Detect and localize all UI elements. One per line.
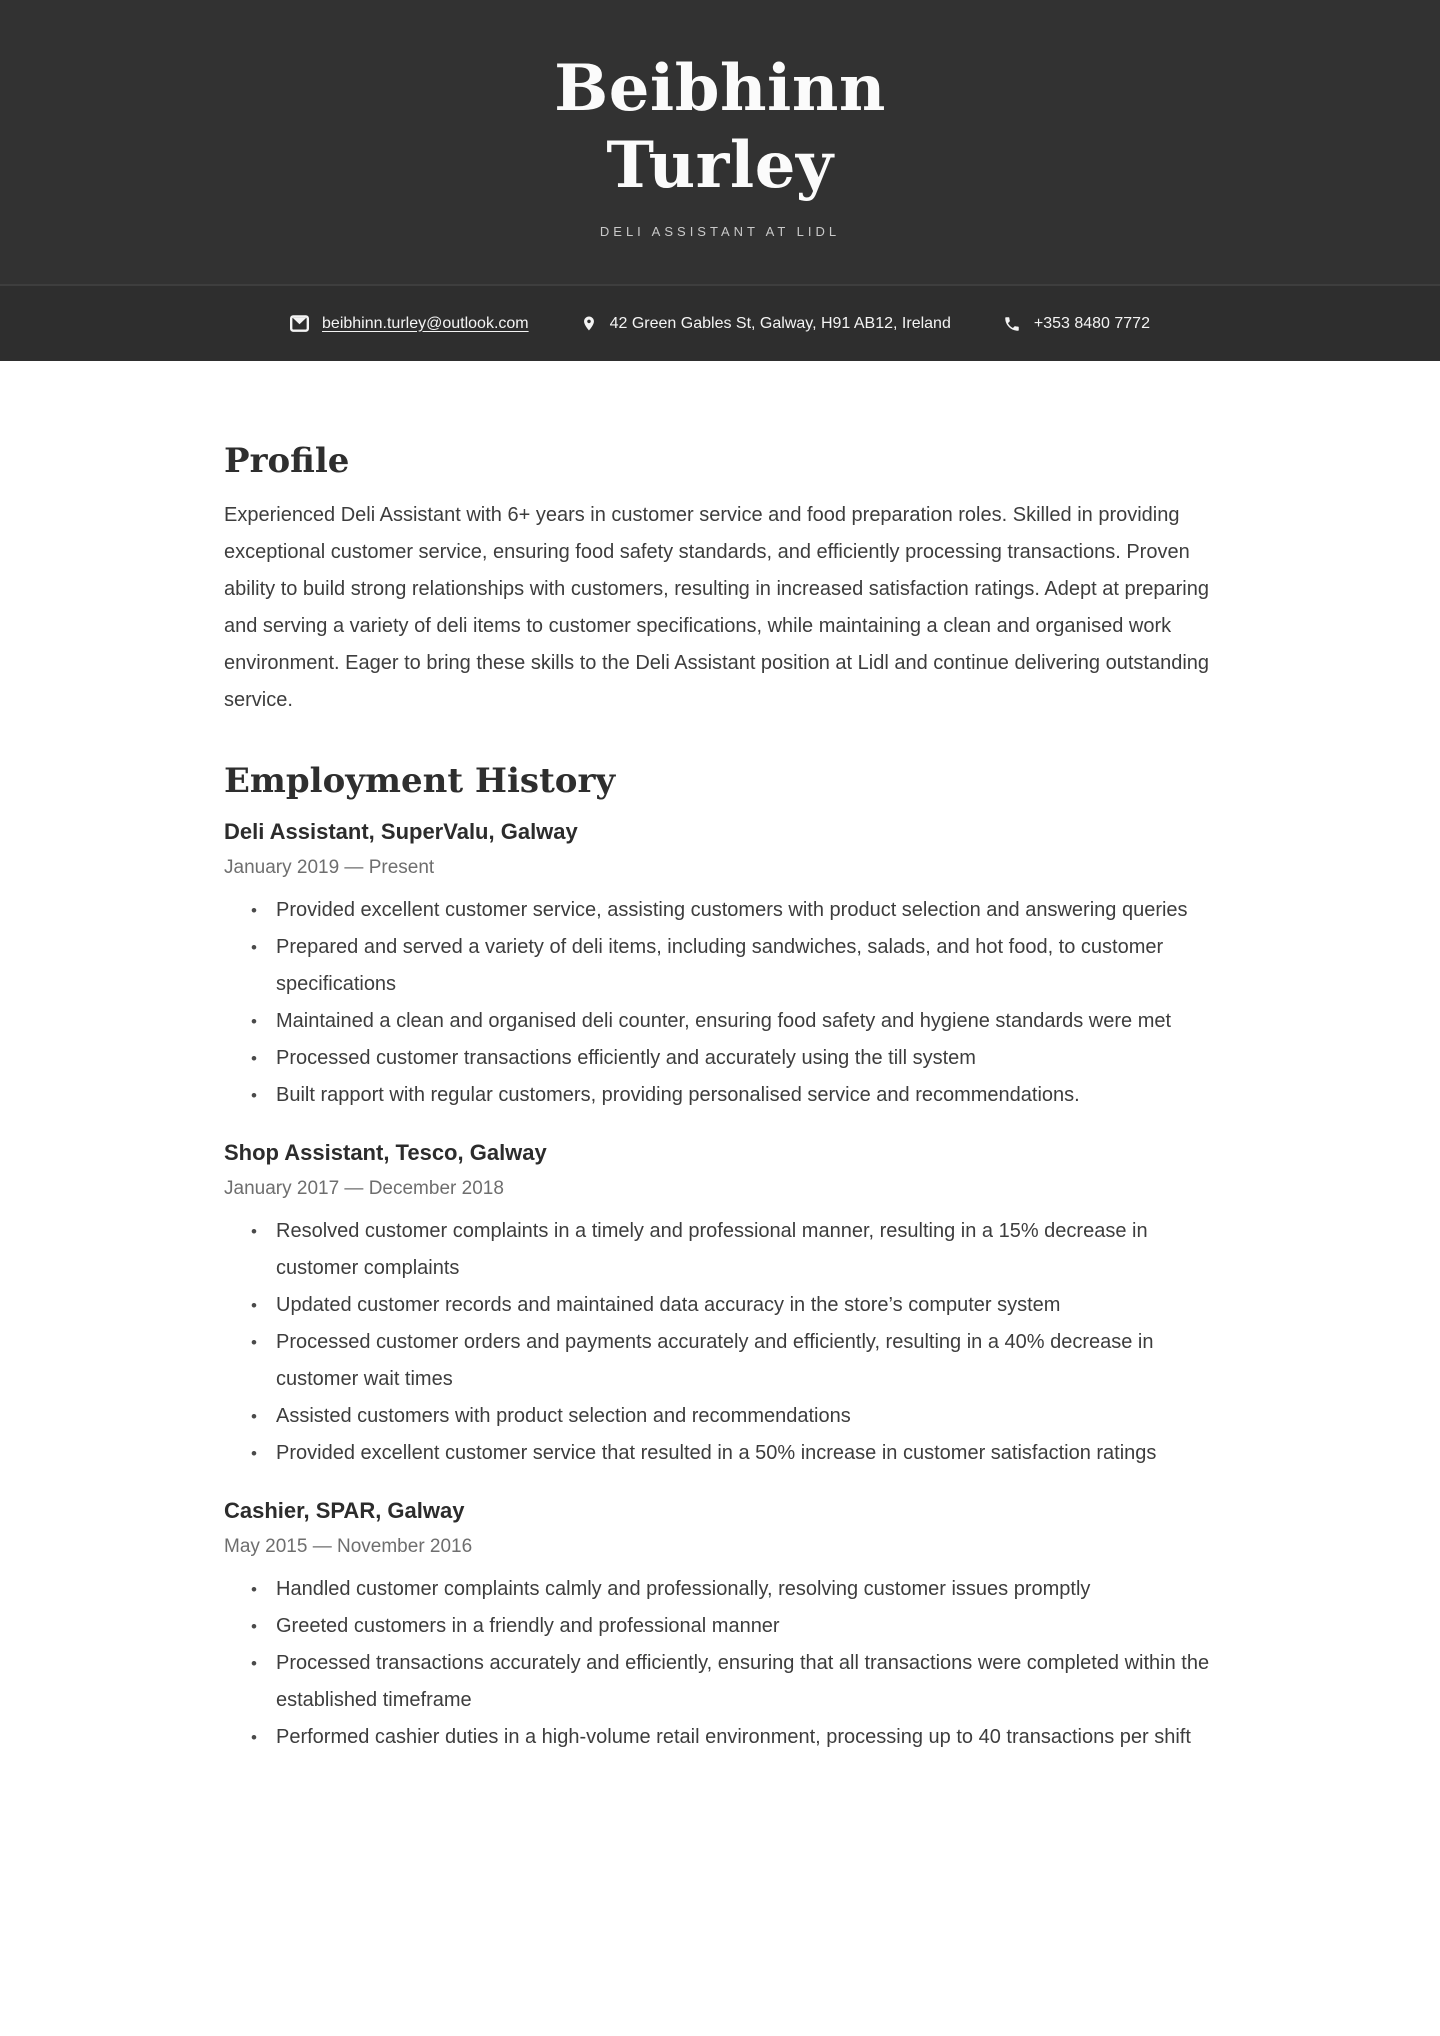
- job-title: Deli Assistant, SuperValu, Galway: [224, 819, 578, 844]
- contact-bar: [0, 286, 1440, 361]
- job-entry-spar: [224, 1496, 1216, 1756]
- job-bullet-list: [224, 892, 1216, 1114]
- job-bullet-list: [224, 1571, 1216, 1756]
- bullet-item: • Performed cashier duties in a high-volume retail environment, processing up to 40 transactions per shift: [224, 1719, 1216, 1756]
- bullet-item: • Built rapport with regular customers, providing personalised service and recommendations.: [224, 1077, 1216, 1114]
- bullet-item: • Prepared and served a variety of deli items, including sandwiches, salads, and hot food, to customer specifications: [224, 929, 1216, 1003]
- bullet-item: • Resolved customer complaints in a timely and professional manner, resulting in a 15% decrease in customer complaints: [224, 1213, 1216, 1287]
- job-title-subtitle: DELI ASSISTANT AT LIDL: [599, 224, 841, 239]
- resume-header: [0, 0, 1440, 286]
- bullet-item: • Handled customer complaints calmly and professionally, resolving customer issues promptly: [224, 1571, 1216, 1608]
- map-pin-icon: [581, 313, 597, 334]
- job-dates: January 2017 — December 2018: [224, 1178, 504, 1199]
- profile-heading: Profile: [224, 441, 350, 481]
- job-entry-supervalu: [224, 817, 1216, 1114]
- bullet-item: • Greeted customers in a friendly and professional manner: [224, 1608, 1216, 1645]
- email-link[interactable]: beibhinn.turley@outlook.com: [322, 314, 529, 332]
- job-title: Cashier, SPAR, Galway: [224, 1498, 465, 1523]
- candidate-name-line-1: Beibhinn: [554, 51, 886, 126]
- bullet-item: • Processed transactions accurately and efficiently, ensuring that all transactions were completed within the established timeframe: [224, 1645, 1216, 1719]
- bullet-item: • Provided excellent customer service, assisting customers with product selection and answering queries: [224, 892, 1216, 929]
- bullet-item: • Updated customer records and maintained data accuracy in the store’s computer system: [224, 1287, 1216, 1324]
- employment-history-heading: Employment History: [224, 761, 616, 801]
- job-bullet-list: [224, 1213, 1216, 1472]
- candidate-name: [0, 50, 1440, 204]
- job-title: Shop Assistant, Tesco, Galway: [224, 1140, 547, 1165]
- bullet-item: • Assisted customers with product selection and recommendations: [224, 1398, 1216, 1435]
- bullet-item: • Maintained a clean and organised deli counter, ensuring food safety and hygiene standards were met: [224, 1003, 1216, 1040]
- bullet-item: • Provided excellent customer service that resulted in a 50% increase in customer satisfaction ratings: [224, 1435, 1216, 1472]
- bullet-item: • Processed customer orders and payments accurately and efficiently, resulting in a 40% decrease in customer wait times: [224, 1324, 1216, 1398]
- contact-phone-item: [1003, 315, 1150, 333]
- contact-email-item: [290, 315, 529, 333]
- phone-text: +353 8480 7772: [1033, 314, 1150, 332]
- bullet-item: • Processed customer transactions efficiently and accurately using the till system: [224, 1040, 1216, 1077]
- envelope-icon: [290, 315, 309, 332]
- phone-handset-icon: [1003, 315, 1021, 333]
- resume-body: [224, 361, 1216, 1756]
- contact-address-item: [581, 313, 951, 334]
- job-dates: May 2015 — November 2016: [224, 1536, 473, 1557]
- profile-text: Experienced Deli Assistant with 6+ years in customer service and food preparation roles. Skilled in providing exceptional customer service, ensuring food safety standards, and efficiently processing transactions. Proven ability to build strong relationships with customers, resulting in increased satisfaction ratings. Adept at preparing and serving a variety of deli items to customer specifications, while maintaining a clean and organised work environment. Eager to bring these skills to the Deli Assistant position at Lidl and continue delivering outstanding service.: [224, 504, 1210, 711]
- job-dates: January 2019 — Present: [224, 857, 435, 878]
- address-text: 42 Green Gables St, Galway, H91 AB12, Ireland: [609, 314, 951, 332]
- candidate-name-line-2: Turley: [606, 128, 834, 203]
- job-entry-tesco: [224, 1138, 1216, 1472]
